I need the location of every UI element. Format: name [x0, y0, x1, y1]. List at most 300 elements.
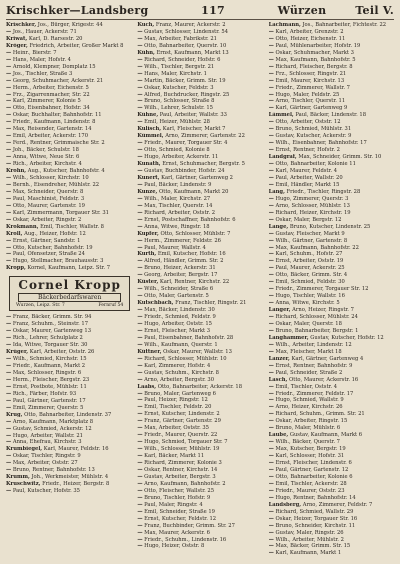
entry-details: Arno, Zimmerer, Feldstr. 7 [301, 501, 373, 508]
directory-entry [6, 460, 133, 467]
directory-entry [137, 168, 264, 175]
entry-details: Hans, Maler, Kirchstr. 1 [142, 70, 207, 77]
entry-details: Wilh., Arbeiter, Mühlstr. 2 [273, 536, 344, 543]
entry-details: Karl, Maurer, Feldstr. 4 [273, 168, 338, 175]
entry-details: Aug., Heizer, Hofstr. 12 [22, 230, 86, 237]
entry-details: Gustav, Schmied, Ackerstr. 12 [11, 425, 92, 432]
entry-surname: — [137, 244, 143, 251]
entry-details: Richard, Schlosser, Mühlstr. 10 [142, 355, 227, 362]
directory-entry [269, 300, 396, 307]
ad-title: Cornel Kropp [18, 278, 121, 293]
entry-details: Max, Bäcker, Lindenstr. 30 [142, 307, 215, 314]
entry-surname: — [137, 439, 143, 446]
entry-surname: — [137, 70, 143, 77]
directory-entry [6, 161, 133, 168]
entry-surname: — [268, 140, 274, 147]
entry-details: Gustav, Buchbinder, Hofstr. 24 [142, 168, 225, 175]
entry-details: Otto, Kaufmann, Markt 20 [157, 188, 229, 195]
entry-surname: — [268, 168, 274, 175]
directory-entry [137, 71, 264, 78]
entry-details: Richard, Schneider, Hofstr. 6 [142, 56, 221, 63]
directory-entry [137, 36, 264, 43]
directory-entry [6, 251, 133, 258]
entry-surname: Langer, [268, 307, 291, 314]
entry-surname: — [268, 390, 274, 397]
directory-entry [269, 224, 396, 231]
directory-entry [6, 433, 133, 440]
entry-details: Oskar, Maler, Querstr. 18 [273, 320, 342, 327]
entry-surname: — [6, 84, 12, 91]
directory-entry [269, 182, 396, 189]
entry-surname: — [137, 460, 143, 467]
entry-surname: — [137, 425, 143, 432]
entry-surname: Kruschwitz, [6, 481, 41, 488]
ad-info [12, 303, 127, 309]
entry-details: Hugo, Stellmacher, Brauhausstr. 3 [11, 258, 104, 265]
directory-entry [269, 391, 396, 398]
directory-entry [137, 231, 264, 238]
header-part: Teil V. [355, 4, 394, 17]
entry-details: Friedr., Tischler, Ringstr. 28 [284, 188, 361, 195]
entry-details: Oskar, Schuhmacher, Markt 3 [273, 49, 354, 56]
entry-surname: — [137, 195, 143, 202]
entry-details: Anna, Witwe, Ringstr. 18 [142, 223, 210, 230]
entry-surname: Krischker, [6, 22, 37, 28]
directory-entry [6, 64, 133, 71]
directory-entry [6, 238, 133, 245]
entry-details: Gustav, Arbeiter, Bergstr. 3 [142, 473, 216, 480]
directory-entry [6, 112, 133, 119]
entry-surname: — [268, 195, 274, 202]
entry-surname: — [268, 320, 274, 327]
entry-details: Paul, Arbeiter, Wallstr. 20 [273, 174, 343, 181]
entry-details: Bruno, Heizer, Ackerstr. 31 [142, 265, 216, 272]
directory-entry [6, 71, 133, 78]
entry-details: Richard, Heizer, Kirchstr. 19 [273, 209, 351, 216]
entry-details: Bruno, Schlosser, Straße 8 [142, 98, 215, 105]
entry-surname: Lasch, [268, 376, 288, 383]
directory-entry [6, 133, 133, 140]
entry-details: Oskar, Buchhalter, Bahnhofstr. 11 [11, 112, 102, 119]
entry-details: Ernst, Arbeiter, Oststr. 19 [273, 258, 344, 265]
entry-details: Jos., Bürger, Krigestr. 44 [36, 22, 103, 28]
directory-entry [6, 189, 133, 196]
entry-details: Emil, Schneider, Straße 19 [142, 508, 215, 515]
directory-entry [269, 384, 396, 391]
directory-entry [137, 537, 264, 544]
entry-surname: — [268, 494, 274, 501]
directory-entry [269, 57, 396, 64]
entry-surname: — [268, 181, 274, 188]
column-2 [137, 22, 264, 560]
entry-details: Jos., Hauer, Ackerstr. 71 [11, 28, 77, 35]
entry-details: Richard, Arbeiter, Oststr. 2 [142, 209, 216, 216]
directory-entry [269, 210, 396, 217]
directory-entry [137, 57, 264, 64]
directory-entry [269, 404, 396, 411]
entry-surname: — [268, 446, 274, 453]
entry-details: Hugo, Schmied, Wallstr. 9 [273, 397, 344, 404]
entry-details: Bruno, Bahnarbeiter, Bergstr. 1 [273, 327, 359, 334]
entry-details: Paul, Schneider, Straße 2 [273, 369, 343, 376]
directory-entry [137, 140, 264, 147]
entry-surname: — [137, 543, 143, 550]
directory-entry [137, 397, 264, 404]
entry-surname: — [268, 244, 274, 251]
directory-entry [6, 50, 133, 57]
entry-details: Wilh., Eisenbahner, Bahnhofstr. 17 [273, 140, 367, 147]
directory-entry [269, 78, 396, 85]
entry-surname: — [137, 314, 143, 321]
entry-surname: Küttner, [137, 348, 162, 355]
directory-entry [137, 43, 264, 50]
entry-surname: — [137, 202, 143, 209]
entry-surname: — [268, 91, 274, 98]
entry-surname: — [268, 35, 274, 42]
entry-surname: — [6, 453, 12, 460]
entry-details: Wilh., Schlosser, Mühlstr. 19 [142, 446, 220, 453]
entry-surname: — [6, 439, 12, 446]
entry-details: Jos., Tischler, Straße 3 [11, 70, 73, 77]
entry-surname: — [137, 237, 143, 244]
entry-surname: Lang, [268, 188, 285, 195]
entry-surname: — [268, 70, 274, 77]
entry-surname: — [268, 63, 274, 70]
directory-entry [6, 446, 133, 453]
directory-entry [6, 265, 133, 272]
directory-entry [269, 22, 396, 29]
entry-details: Ernst, Kutscher, Feldstr. 12 [142, 515, 217, 522]
directory-entry [137, 328, 264, 335]
entry-surname: — [6, 328, 12, 335]
entry-details: Gustav, Schlosser, Lindenstr. 54 [142, 28, 229, 35]
directory-entry [6, 328, 133, 335]
entry-details: Wilh., Schlosser, Kirchstr. 10 [11, 174, 89, 181]
directory-entry [269, 314, 396, 321]
entry-details: Bernh., Eisendreher, Mühlstr. 22 [11, 181, 100, 188]
entry-details: Wilh., Gärtner, Gartenstr. 8 [273, 237, 348, 244]
directory-entry [269, 543, 396, 550]
entry-surname: — [137, 369, 143, 376]
entry-surname: — [137, 216, 143, 223]
directory-entry [137, 279, 264, 286]
entry-surname: — [268, 473, 274, 480]
entry-surname: — [268, 508, 274, 515]
entry-details: Wilh., Tischler, Bergstr. 21 [142, 63, 215, 70]
directory-entry [137, 258, 264, 265]
entry-surname: Kunath, [137, 161, 161, 168]
entry-details: Wilh., Kaufmann, Querstr. 1 [142, 341, 218, 348]
directory-entry [137, 516, 264, 523]
entry-details: Oskar, Rentner, Kirchstr. 14 [142, 467, 218, 473]
directory-entry [137, 105, 264, 112]
entry-details: Hugo, Heizer, Oststr. 8 [142, 543, 205, 550]
entry-details: Hugo, Arbeiter, Oststr. 15 [142, 320, 212, 327]
directory-entry [269, 231, 396, 238]
entry-surname: Lämmel, [268, 112, 294, 119]
directory-entry [137, 133, 264, 140]
directory-entry [6, 98, 133, 105]
entry-surname: — [268, 418, 274, 425]
entry-surname: — [6, 467, 12, 474]
directory-entry [6, 182, 133, 189]
entry-surname: — [137, 56, 143, 63]
entry-details: Paul, Gärtner, Gartenstr. 12 [273, 467, 349, 473]
directory-entry [6, 426, 133, 433]
entry-details: Anna, Witwe, Kirchstr. 5 [273, 300, 340, 307]
directory-entry [269, 377, 396, 384]
directory-entry [137, 245, 264, 252]
directory-entry [6, 412, 133, 419]
entry-details: Emil, Tischler, Ackerstr. 28 [273, 480, 347, 487]
entry-surname: — [137, 209, 143, 216]
entry-details: Ernst, Fleischer, Markt 3 [142, 327, 211, 334]
directory-entry [269, 265, 396, 272]
entry-surname: — [268, 327, 274, 334]
directory-entry [137, 384, 264, 391]
entry-details: Wilh., Maler, Kirchstr. 27 [142, 195, 211, 202]
entry-surname: — [6, 488, 12, 495]
entry-surname: — [268, 362, 274, 369]
entry-surname: Kroll, [6, 230, 23, 237]
entry-surname: — [268, 209, 274, 216]
entry-details: Hugo, Arbeiter, Wallstr. 21 [11, 432, 83, 439]
directory-entry [269, 509, 396, 516]
entry-surname: — [6, 188, 12, 195]
entry-surname: — [137, 307, 143, 314]
entry-details: Friedr., Heizer, Bergstr. 8 [40, 481, 110, 488]
entry-details: Wilh., Bäcker, Querstr. 7 [273, 439, 340, 446]
directory-entry [6, 154, 133, 161]
directory-entry [6, 22, 133, 29]
entry-surname: — [268, 550, 274, 557]
advertisement-box [9, 276, 130, 311]
directory-entry [137, 300, 264, 307]
entry-details: Karl, Kaufmann, Markt 1 [273, 550, 342, 557]
directory-entry [269, 251, 396, 258]
entry-details: Otto, Schlosser, Mühlstr. 7 [158, 230, 231, 237]
entry-surname: — [137, 453, 143, 460]
directory-entry [137, 119, 264, 126]
directory-entry [137, 182, 264, 189]
entry-surname: — [137, 467, 143, 473]
entry-details: Gustav, Maler, Ringstr. 26 [273, 529, 344, 536]
entry-surname: — [6, 460, 12, 467]
entry-details: Hugo, Zimmerer, Querstr. 3 [273, 195, 349, 202]
entry-details: Friedr., Maurer, Oststr. 23 [273, 487, 345, 494]
header-rule [6, 19, 394, 20]
directory-entry [269, 105, 396, 112]
entry-surname: — [268, 397, 274, 404]
entry-details: Friedr., Schmied, Feldstr. 9 [142, 314, 216, 321]
entry-surname: — [6, 154, 12, 161]
directory-entry [269, 481, 396, 488]
entry-surname: Krumbiegel, [6, 446, 43, 453]
entry-details: Rich., Färber, Hofstr. 93 [11, 390, 77, 397]
directory-entry [269, 133, 396, 140]
directory-entry [137, 22, 264, 29]
directory-entry [269, 349, 396, 356]
directory-entry [137, 342, 264, 349]
entry-surname: — [268, 42, 274, 49]
directory-entry [269, 516, 396, 523]
entry-surname: — [268, 300, 274, 307]
directory-entry [137, 147, 264, 154]
entry-surname: — [137, 404, 143, 411]
entry-surname: Kutschbach, [137, 300, 174, 307]
directory-entry [269, 140, 396, 147]
directory-entry [6, 342, 133, 349]
entry-surname: — [6, 335, 12, 342]
directory-entry [269, 293, 396, 300]
directory-entry [137, 509, 264, 516]
entry-surname: — [268, 56, 274, 63]
directory-entry [6, 398, 133, 405]
directory-entry [137, 495, 264, 502]
entry-surname: — [268, 84, 274, 91]
directory-entry [6, 363, 133, 370]
entry-surname: — [6, 161, 12, 168]
entry-surname: — [6, 362, 12, 369]
entry-surname: — [137, 119, 143, 126]
directory-entry [269, 342, 396, 349]
entry-surname: — [268, 293, 274, 300]
entry-details: Friedr., Maurer, Torgauer Str. 4 [142, 140, 228, 147]
directory-entry [137, 175, 264, 182]
ad-address: Wurzen, Leipz. Str. 7 [16, 303, 65, 309]
directory-entry [269, 425, 396, 432]
entry-surname: — [6, 390, 12, 397]
entry-details: Paul, Kutscher, Hofstr. 35 [11, 488, 80, 495]
entry-details: Franz, Bäcker, Grimm. Str. 94 [11, 314, 92, 321]
entry-surname: — [137, 265, 143, 272]
directory-entry [137, 217, 264, 224]
entry-surname: — [6, 369, 12, 376]
entry-details: Gustav, Kutscher, Ackerstr. 9 [273, 133, 352, 140]
directory-entry [269, 119, 396, 126]
entry-surname: — [137, 35, 143, 42]
entry-details: Karl, Zimmerer, Kolonie 5 [11, 98, 81, 105]
entry-surname: — [6, 28, 12, 35]
entry-details: Alfred, Händler, Grimm. Str. 2 [142, 258, 224, 265]
entry-surname: — [137, 446, 143, 453]
entry-surname: — [137, 411, 143, 418]
directory-entry [137, 530, 264, 537]
entry-surname: — [6, 209, 12, 216]
directory-entry [6, 370, 133, 377]
entry-surname: — [6, 251, 12, 258]
entry-details: Wilh., Arbeiter, Lindenstr. 12 [273, 341, 352, 348]
entry-surname: Krohn, [6, 168, 27, 175]
entry-details: Kornel, Kaufmann, Leipz. Str. 7 [25, 265, 111, 272]
entry-details: Georg, Schuhmacher, Ackerstr. 21 [11, 77, 104, 84]
entry-details: Richard, Zimmerer, Kolonie 3 [142, 460, 222, 467]
entry-surname: Krüger, [6, 349, 29, 356]
entry-details: Max, Arbeiter, Oststr. 27 [11, 460, 78, 467]
entry-details: Arno, Heizer, Ringstr. 7 [290, 307, 354, 314]
entry-details: Ida, Witwe, Torgauer Str. 30 [11, 342, 88, 349]
column-1 [6, 22, 133, 560]
entry-details: Karl, Gärtner, Gartenweg 4 [289, 355, 364, 362]
entry-surname: — [6, 77, 12, 84]
directory-entry [6, 356, 133, 363]
entry-surname: — [6, 342, 12, 349]
entry-details: Ernst, Fleischer, Lindenstr. 6 [273, 460, 352, 467]
entry-surname: — [268, 522, 274, 529]
entry-surname: — [137, 487, 143, 494]
directory-entry [137, 251, 264, 258]
entry-details: Oskar, Maurer, Wallstr. 13 [161, 348, 232, 355]
column-1-top-entries [6, 22, 133, 272]
entry-details: Karl, Gärtner, Gartenweg 9 [273, 105, 348, 112]
directory-entry [137, 224, 264, 231]
directory-entry [6, 321, 133, 328]
entry-details: Ernst, Rentner, Bahnhofstr. 9 [273, 362, 353, 369]
directory-entry [269, 467, 396, 474]
directory-entry [137, 112, 264, 119]
entry-details: Paul, Bäcker, Lindenstr. 18 [293, 112, 366, 119]
entry-details: Otto, Bahnarbeiter, Kolonie 11 [273, 161, 356, 168]
directory-entry [137, 161, 264, 168]
directory-entry [137, 78, 264, 85]
directory-entry [269, 50, 396, 57]
directory-entry [137, 50, 264, 57]
entry-surname: — [137, 390, 143, 397]
entry-details: Emil, Arbeiter, Ackerstr. 170 [11, 133, 88, 140]
entry-details: Emil, Händler, Markt 15 [273, 181, 340, 188]
directory-entry [6, 258, 133, 265]
directory-entry [6, 419, 133, 426]
entry-surname: — [268, 202, 274, 209]
entry-details: Max, Schneider, Grimm. Str. 10 [296, 154, 382, 161]
directory-entry [137, 502, 264, 509]
entry-details: Otto, Heizer, Eichenstr. 11 [273, 35, 346, 42]
entry-surname: Küster, [137, 279, 159, 286]
entry-details: Max, Tischler, Querstr. 14 [142, 202, 213, 209]
entry-details: Max, Kaufmann, Bahnhofstr. 5 [273, 56, 356, 63]
entry-surname: — [137, 105, 143, 112]
directory-entry [269, 286, 396, 293]
entry-surname: Krokmann, [6, 223, 39, 230]
entry-surname: — [6, 195, 12, 202]
directory-entry [269, 439, 396, 446]
directory-entry [269, 154, 396, 161]
directory-entry [269, 85, 396, 92]
directory-entry [269, 363, 396, 370]
directory-entry [137, 377, 264, 384]
entry-details: Karl, Bäcker, Markt 11 [142, 453, 205, 460]
directory-entry [137, 453, 264, 460]
entry-surname: Kulisch, [137, 126, 162, 133]
entry-surname: — [268, 467, 274, 473]
entry-surname: — [268, 314, 274, 321]
entry-surname: — [6, 56, 12, 63]
entry-details: Otto, Bäcker, Grimm. Str. 4 [273, 272, 348, 279]
entry-details: Emil, Tischler, Wallstr. 8 [38, 223, 104, 230]
directory-entry [269, 432, 396, 439]
entry-surname: — [268, 237, 274, 244]
entry-details: Max, Bäcker, Grimm. Str. 15 [273, 543, 351, 550]
entry-surname: — [6, 404, 12, 411]
directory-entry [269, 175, 396, 182]
entry-surname: — [6, 49, 12, 56]
directory-entry [269, 446, 396, 453]
entry-details: Paul, Mühlenarbeiter, Hofstr. 19 [273, 42, 361, 49]
entry-details: Otto, Maler, Gartenstr. 5 [142, 293, 209, 300]
entry-details: Max, Arbeiter, Fabrikstr. 21 [142, 35, 217, 42]
entry-details: Emil, Tischler, Oststr. 4 [273, 383, 338, 390]
entry-surname: — [6, 181, 12, 188]
